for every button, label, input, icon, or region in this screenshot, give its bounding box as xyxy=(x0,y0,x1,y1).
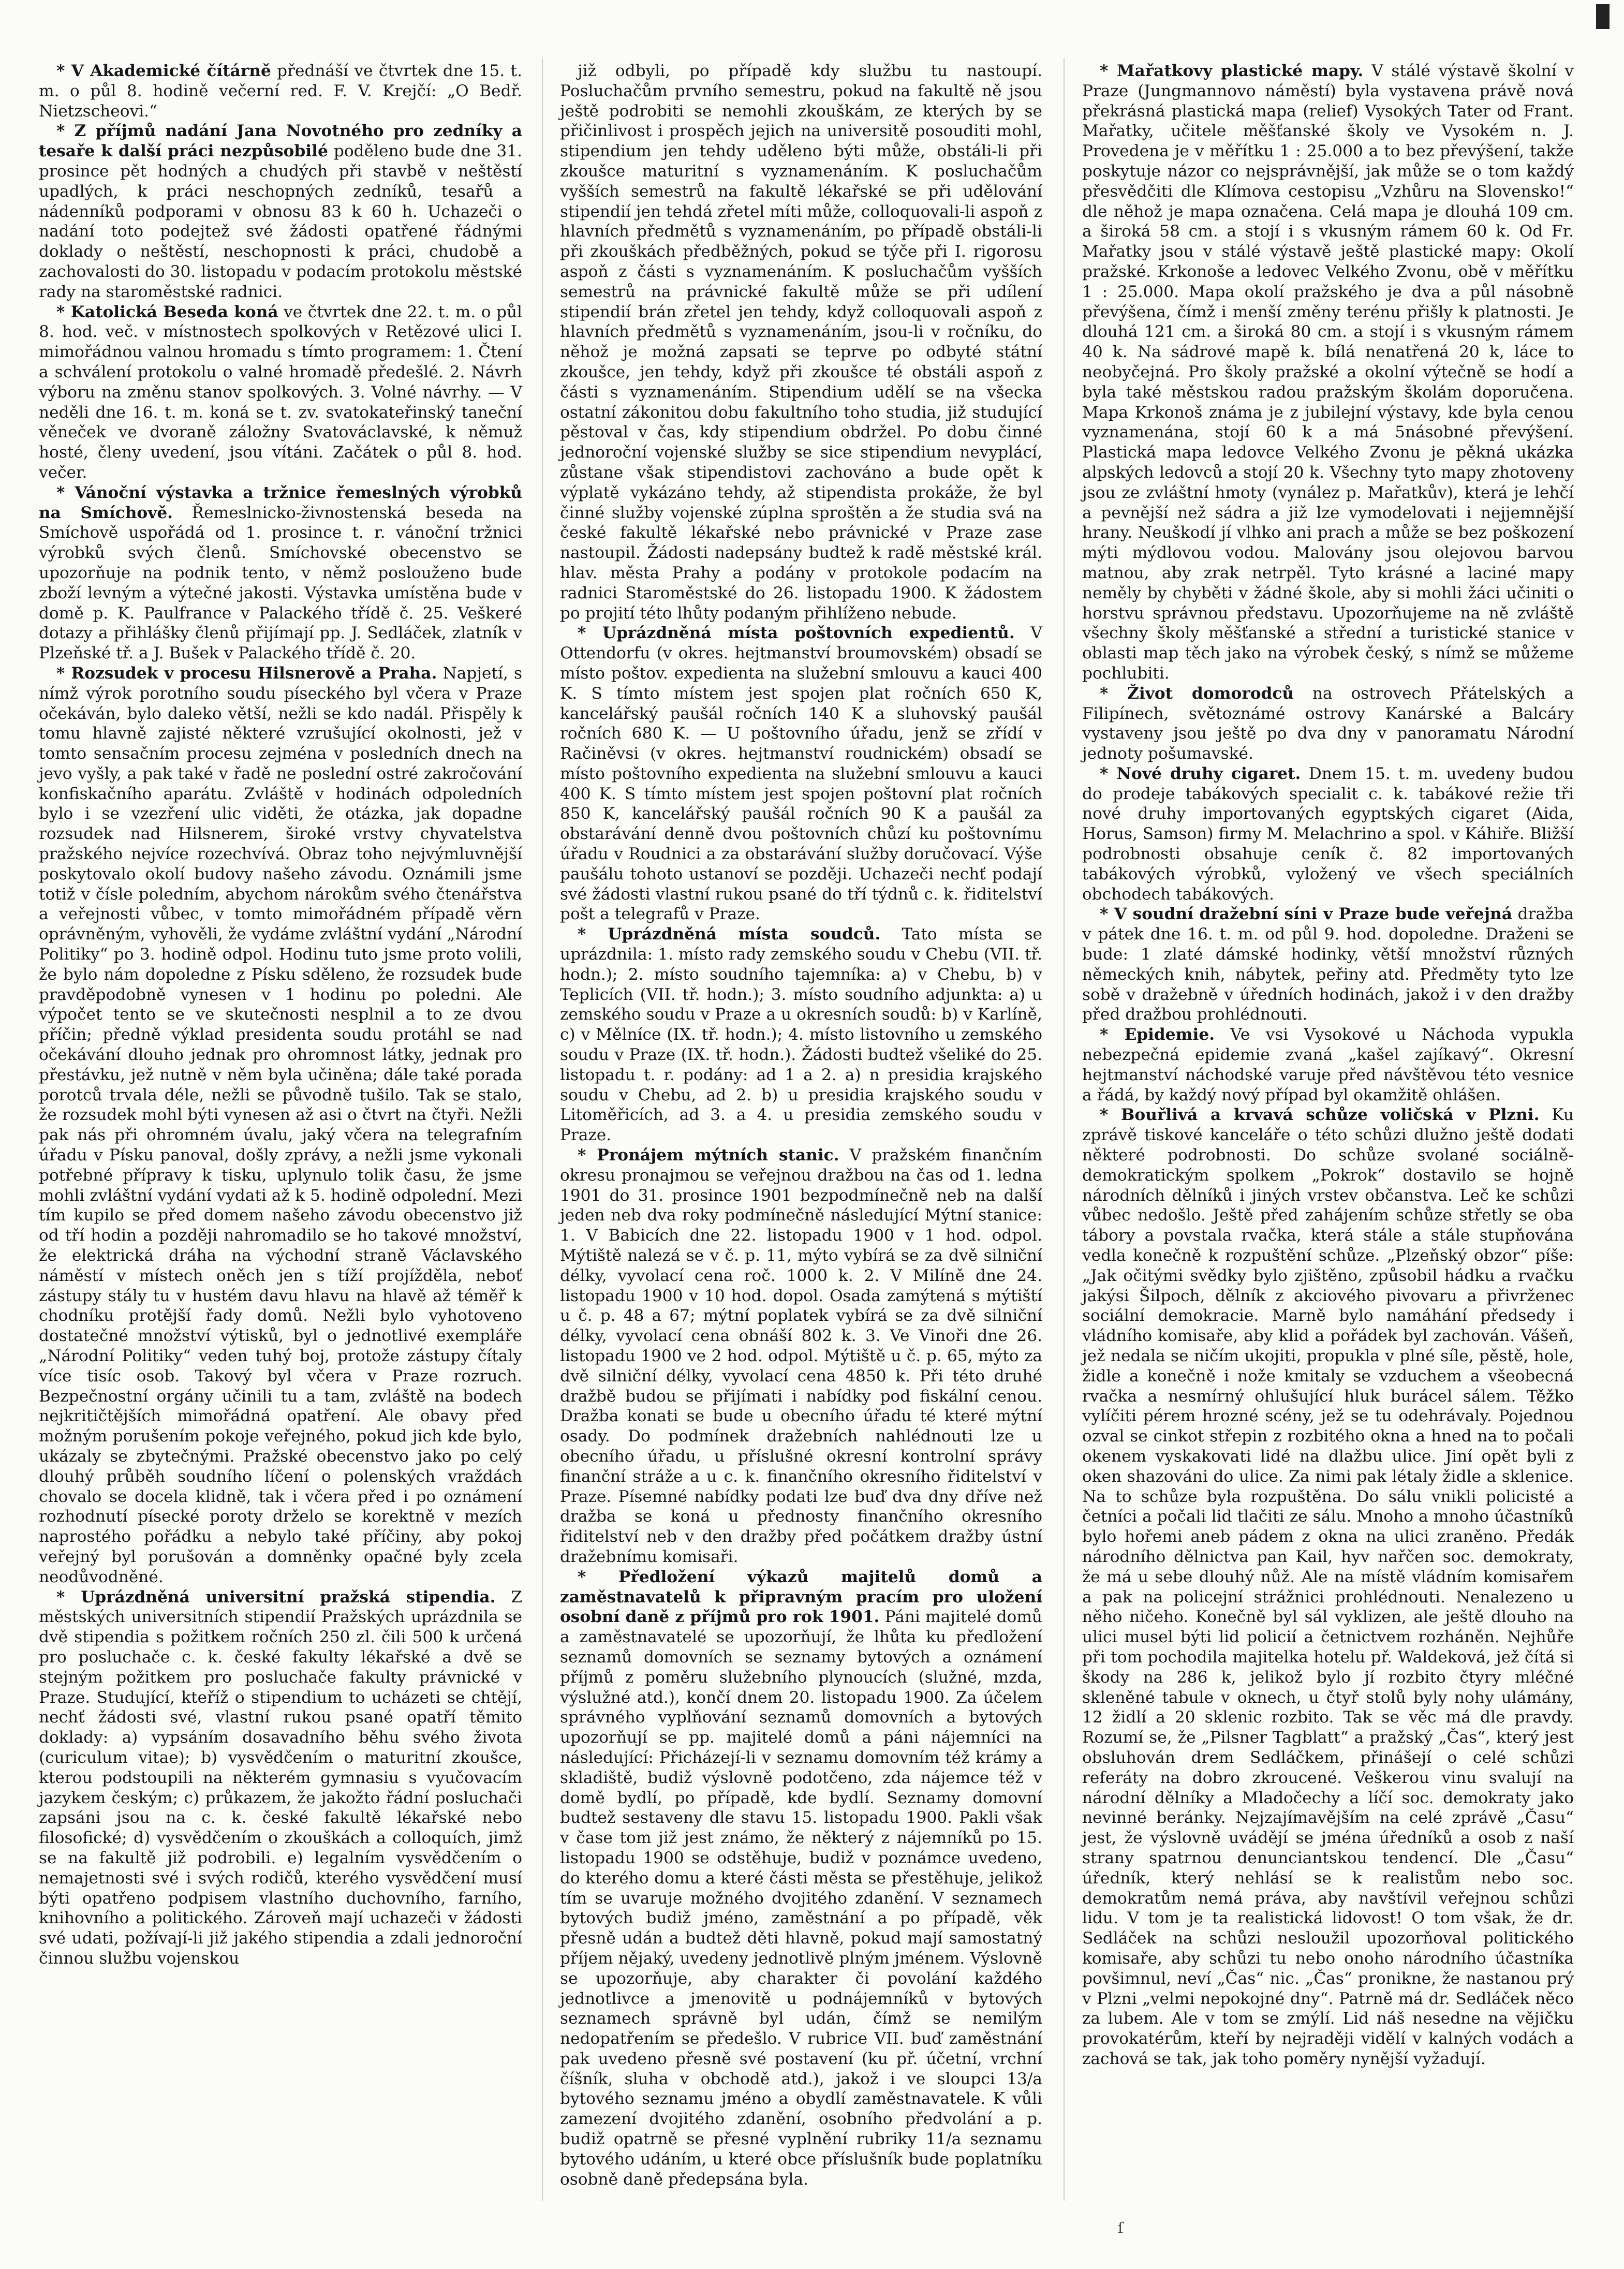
article-headline: * Katolická Beseda koná xyxy=(56,302,278,321)
article-headline: * Pronájem mýtních stanic. xyxy=(578,1146,839,1165)
article-headline: * V soudní dražební síni v Praze bude veřejná xyxy=(1100,905,1512,924)
article-headline: * Uprázdněná universitní pražská stipendia. xyxy=(56,1587,496,1607)
article-body: Ku zprávě tiskové kanceláře o této schůzi dlužno ještě dodati některé podrobnosti. Do schůze svolané sociálně-demokratickým spolkem „Pokrok“ dostavilo se hojně národních dělníků i jiných vrstev občanstva. Leč ke schůzi vůbec nedošlo. Ještě před zahájením schůze střetly se oba tábory a povstala rvačka, která stále a stále stupňována vedla konečně k rozpuštění schůze. „Plzeňský obzor“ píše: „Jak očitými svědky bylo zjištěno, způsobil hádku a rvačku jakýsi Šilpoch, dělník z akciového pivovaru a přivrženec sociální demokracie. Marně bylo namáhání předsedy i vládního komisaře, aby klid a pořádek byl zachován. Vášeň, jež nedala se ničím ukojiti, propukla v plné síle, pěstě, hole, židle a konečně i nože kmitaly se vzduchem a všeobecná rvačka a nesmírný ohlušující hluk burácel sálem. Těžko vylíčiti pérem hrozné scény, jež se tu odehrávaly. Pojednou ozval se cinkot střepin z rozbitého okna a hned na to počali okenem vyskakovati lidé na dlažbu ulice. Jiní opět byli z oken shazováni do ulice. Za nimi pak létaly židle a sklenice. Na to schůze byla rozpuštěna. Do sálu vnikli policisté a četníci a počali lid tlačiti ze sálu. Mnoho a mnoho účastníků bylo hořemi aneb pádem z okna na ulici zraněno. Předák národního dělnictva pan Kail, hyv nařčen soc. demokraty, že má u sebe dlouhý nůž. Ale na místě vládním komisařem a pak na policejní strážnici prohlédnouti. Nenalezeno u něho ničeho. Konečně byl sál vyklizen, ale ještě dlouho na ulici musel býti lid policií a četnictvem rozháněn. Nejhůře při tom pochodila majitelka hotelu př. Waldeková, jež čítá si škody na 286 k, jelikož bylo jí rozbito čtyry mléčné skleněné tabule v oknech, u čtyř stolů byly nohy ulámány, 12 židlí a 20 sklenic rozbito. Tak se věc má dle pravdy. Rozumí se, že „Pilsner Tagblatt“ a pražský „Čas“, který jest obsluhován drem Sedláčkem, přinášejí o celé schůzi referáty na dobro zkroucené. Veškerou vinu svalují na národní dělníky a Mladočechy a líčí soc. demokraty jako nevinné beránky. Nejzajímavějším na celé zprávě „Času“ jest, že výslovně uvádějí se jména úředníků a osob z naší strany spatrnou denunciantskou tendencí. Dle „Času“ úředník, který nehlásí se k realistům nebo soc. demokratům nemá práva, aby navštívil veřejnou schůzi lidu. V tom je ta realistická lidovost! O tom však, že dr. Sedláček na schůzi nesloužil upozorňoval politického komisaře, aby schůzi tu nebo onoho národního účastníka povšimnul, neví „Čas“ nic. „Čas“ pronikne, že nastanou prý v Plzni „velmi nepokojné dny“. Patrně má dr. Sedláček něco za lubem. Ale v tom se zmýlí. Lid náš nesedne na vějičku provokatérům, kteří by nejraději vidělí v kalných vodách a zachová se tak, jak toho poměry nynější vyžadují. xyxy=(1082,1106,1574,2068)
article-paragraph xyxy=(1082,904,1574,1025)
article-paragraph xyxy=(39,483,522,664)
article-body: Řemeslnicko-živnostenská beseda na Smíchově uspořádá od 1. prosince t. r. vánoční tržnici výrobků svých členů. Smíchovské obecenstvo se upozorňuje na podnik tento, v němž poslouženo bude zboží levným a výtečné jakosti. Výstavka umístěna bude v domě p. K. Paulfrance v Palackého třídě č. 25. Veškeré dotazy a přihlášky členů přijímají pp. J. Sedláček, zlatník v Plzeňské tř. a J. Bušek v Palackého třídě č. 20. xyxy=(39,503,522,663)
corner-ink-mark xyxy=(1596,4,1610,29)
article-body: Ve vsi Vysokové u Náchoda vypukla nebezpečná epidemie zvaná „kašel zajíkavý“. Okresní hejtmanství náchodské varuje před návštěvou této vesnice a řádá, by každý nový případ byl okamžitě ohlášen. xyxy=(1082,1025,1574,1104)
article-paragraph xyxy=(1082,1105,1574,2069)
article-body: V pražském finančním okresu pronajmou se veřejnou dražbou na čas od 1. ledna 1901 do 31. prosince 1901 bezpodmínečně neb na další jeden neb dva roky podmínečně následující Mýtní stanice: 1. V Babicích dne 22. listopadu 1900 v 1 hod. odpol. Mýtiště nalezá se v č. p. 11, mýto vybírá se za dvě silniční délky, vyvolací cena roč. 1000 k. 2. V Milíně dne 24. listopadu 1900 v 10 hod. dopol. Osada zamýtená s mýtiští u č. p. 48 a 67; mýtní poplatek vybírá se za dvě silniční délky, vyvolací cena obnáší 802 k. 3. Ve Vinoři dne 26. listopadu 1900 ve 2 hod. odpol. Mýtiště u č. p. 65, mýto za dvě silniční délky, vyvolací cena 4850 k. Při této druhé dražbě budou se přijímati i nabídky pod fiskální cenou. Dražba konati se bude u obecního úřadu té které mýtní osady. Do podmínek dražebních nahlédnouti lze u obecního úřadu, u příslušné okresní kontrolní správy finanční stráže a u c. k. finančního okresního řiditelství v Praze. Písemné nabídky podati lze buď dva dny dříve než dražba se koná u přednosty finančního okresního řiditelství neb v den dražby před počátkem dražby ústní dražebnímu komisaři. xyxy=(560,1146,1042,1566)
article-body: dražba v pátek dne 16. t. m. od půl 9. hod. dopoledne. Draženi se bude: 1 zlaté dámské hodinky, větší množství různých německých knih, nábytek, peřiny atd. Předměty tyto lze sobě v dražebně v úředních hodinách, jakož i v den dražby před dražbou prohlédnouti. xyxy=(1082,905,1574,1024)
article-body: V Ottendorfu (v okres. hejtmanství broumovském) obsadí se místo poštov. expedienta na služební smlouvu a kauci 400 K. S tímto místem jest spojen plat ročních 650 K, kancelářský paušál ročních 140 K a sluhovský paušál ročních 680 K. — U poštovního úřadu, jenž se zřídí v Račiněvsi (v okres. hejtmanství roudnickém) obsadí se místo poštovního expedienta na služební smlouvu a kauci 400 K. S tímto místem jest spojen poštovní plat ročních 850 K, kancelářský paušál ročních 90 K a paušál za obstarávání denně dvou poštovních chůzí ku poštovnímu úřadu v Roudnici a za obstarávání služby doručovací. Výše paušálu tohoto ustanoví se později. Uchazeči nechť podají své žádosti vlastní rukou psané do tří týdnů c. k. řiditelství pošt a telegrafů v Praze. xyxy=(560,624,1043,924)
article-paragraph xyxy=(39,61,522,121)
article-body: poděleno bude dne 31. prosince pět hodných a chudých při stavbě v neštěstí upadlých, k práci neschopných zedníků, tesařů a nádenníků podporami v obnosu 83 k 60 h. Uchazeči o nadání toto podejtež své žádosti opatřené řádnými doklady o neštěstí, neschopnosti k práci, chudobě a zachovalosti do 30. listopadu v podacím protokolu městské rady na staroměstské radnici. xyxy=(39,142,523,301)
article-paragraph xyxy=(1082,684,1574,764)
article-headline: * Z příjmů nadání Jana Novotného pro zedníky a tesaře k další práci nezpůsobilé xyxy=(39,122,522,161)
article-headline: * Život domorodců xyxy=(1100,684,1294,703)
article-body: Páni majitelé domů a zaměstnavatelé se upozorňují, že lhůta ku předložení seznamů domovních se seznamy bytových a oznámení příjmů z poměru služebního plynoucích (služné, mzda, výslužné atd.), končí dnem 20. listopadu 1900. Za účelem správného vyplňování seznamů domovních a bytových upozorňují se pp. majitelé domů a páni nájemníci na následující: Přicházejí-li v seznamu domovním též krámy a skladiště, budiž výslovně podotčeno, zda nájemce též v domě bydlí, po případě, kde bydlí. Seznamy domovní budtež sestaveny dle stavu 15. listopadu 1900. Pakli však v čase tom již jest známo, že některý z nájemníků po 15. listopadu 1900 se odstěhuje, budiž v poznámce uvedeno, do kterého domu a které části města se přestěhuje, jelikož tím se uvaruje možného dvojitého zdanění. V seznamech bytových budiž jméno, zaměstnání a po případě, věk přesně udán a budtež děti hlavně, pokud mají samostatný příjem nějaký, uvedeny jednotlivě plným jménem. Výslovně se upozorňuje, aby charakter či povolání každého jednotlivce a jmenovitě u podnájemníků v bytových seznamech správně byl udán, čímž se nemilým nedopatřením se předešlo. V rubrice VII. buď zaměstnání pak uvedeno přesně své postavení (ku př. účetní, vrchní číšník, sluha v obchodě atd.), jakož i ve sloupci 13/a bytového seznamu jméno a obydlí zaměstnavatele. K vůli zamezení dvojitého zdanění, osobního předvolání a p. budiž opatrně se přesné vyplnění rubriky 11/a seznamu bytového udáním, u které obce příslušník bude poplatníku osobně daně předepsána byla. xyxy=(560,1608,1042,2189)
column-middle xyxy=(560,61,1042,2189)
article-body: již odbyli, po případě kdy službu tu nastoupí. Posluchačům prvního semestru, pokud na fakultě ně jsou ještě podrobiti se nemohli zkouškám, ze kterých by se přičinlivost i prospěch jejich na universitě posouditi mohl, stipendium jen tehdy uděleno býti může, obstáli-li při zkoušce maturitní s vyznamenáním. K posluchačům vyšších semestrů na fakultě lékařské se při udělování stipendií jen tehdá zřetel míti může, colloquovali-li aspoň z hlavních předmětů s vyznamenáním, po případě obstáli-li při zkouškách předběžných, pokud se týče při I. rigorosu aspoň z části s vyznamenáním. K posluchačům vyšších semestrů na právnické fakultě může se při udílení stipendií brán zřetel jen tehdy, když colloquovali aspoň z hlavních předmětů s vyznamenáním, jsou-li v ročníku, do něhož je možná zapsati se teprve po odbyté státní zkoušce, jen tehdy, když při zkoušce té obstáli aspoň z části s vyznamenáním. Stipendium udělí se na všecka ostatní zákonitou dobu fakultního toho studia, již studující pěstoval v čas, kdy stipendium obdržel. Po dobu činné jednoroční vojenské služby se sice stipendium nevyplácí, zůstane však stipendistovi zachováno a bude opět k výplatě vykázáno tehdy, až stipendista prokáže, že byl činné služby vojenské zúplna sproštěn a že studia svá na české fakultě lékařské nebo právnické v Praze zase nastoupil. Žádosti nadepsány budtež k radě městské král. hlav. města Prahy a podány v protokole podacím na radnici Staroměstské do 26. listopadu 1900. K žádostem po projití této lhůty podaným přihlíženo nebude. xyxy=(560,62,1042,623)
article-paragraph xyxy=(1082,1025,1574,1105)
article-body: přednáší ve čtvrtek dne 15. t. m. o půl 8. hodině večerní red. F. V. Krejčí: „O Bedř. Nietzscheovi.“ xyxy=(39,62,522,121)
article-headline: * Bouřlivá a krvavá schůze voličská v Plzni. xyxy=(1100,1106,1540,1125)
article-paragraph xyxy=(39,664,522,1587)
column-right xyxy=(1082,61,1574,2069)
article-headline: * Předložení výkazů majitelů domů a zaměstnavatelů k připravným pracím pro uložení osobní daně z příjmů pro rok 1901. xyxy=(560,1567,1042,1627)
article-body: Tato místa se uprázdnila: 1. místo rady zemského soudu v Chebu (VII. tř. hodn.); 2. místo soudního tajemníka: a) v Chebu, b) v Teplicích (VII. tř. hodn.); 3. místo soudního adjunkta: a) u zemského soudu v Praze a u okresních soudů: b) v Karlíně, c) v Mělníce (IX. tř. hodn.); 4. místo listovního u zemského soudu v Praze (IX. tř. hodn.). Žádosti budtež všeliké do 25. listopadu t. r. podány: ad 1 a 2. a) n presidia krajského soudu v Chebu, ad 2. b) u presidia krajského soudu v Litoměřicích, ad 3. a 4. u presidia zemského soudu v Praze. xyxy=(560,925,1042,1145)
column-divider xyxy=(542,58,543,2201)
article-paragraph xyxy=(560,1145,1042,1567)
article-body: Dnem 15. t. m. uvedeny budou do prodeje tabákových specialit c. k. tabákové režie tři nové druhy importovaných egyptských cigaret (Aida, Horus, Samson) firmy M. Melachrino a spol. v Káhiře. Bližší podrobnosti obsahuje ceník č. 82 importovaných tabákových výrobků, vyložený ve všech speciálních obchodech tabákových. xyxy=(1082,764,1574,904)
article-paragraph xyxy=(560,1567,1042,2190)
article-body: ve čtvrtek dne 22. t. m. o půl 8. hod. več. v místnostech spolkových v Retězové ulici I. mimořádnou valnou hromadu s tímto programem: 1. Čtení a schválení protokolu o valné hromadě předešlé. 2. Návrh výboru na změnu stanov spolkových. 3. Volné návrhy. — V neděli dne 16. t. m. koná se t. zv. svatokateřinský taneční věneček ve dvoraně záložny Svatováclavské, k němuž hosté, členy uvedení, jsou vítáni. Začátek o půl 8. hod. večer. xyxy=(39,302,522,482)
page-mark: ſ xyxy=(1118,2219,1124,2236)
article-paragraph xyxy=(39,1587,522,1969)
article-headline: * Uprázdněná místa poštovních expedientů. xyxy=(578,624,1015,643)
article-body: Z městských universitních stipendií Pražských uprázdnila se dvě stipendia s požitkem ročních 250 zl. čili 500 k určená pro posluchače c. k. české fakulty lékařské a dvě se stejným požitkem pro posluchače fakulty právnické v Praze. Studující, kteříž o stipendium to ucházeti se chtějí, nechť žádosti své, vlastní rukou psané opatří těmito doklady: a) vypsáním dosavadního běhu svého života (curiculum vitae); b) vysvědčením o maturitní zkoušce, kterou podstoupili na některém gymnasiu s vyučovacím jazykem českým; c) průkazem, že jakožto řádní posluchači zapsáni jsou na c. k. české fakultě lékařské nebo filosofické; d) vysvědčením o zkouškách a colloquích, jimž se na fakultě již podrobili. e) legalním vysvědčením o nemajetnosti své i svých rodičů, kterého vysvědčení musí býti opatřeno podpisem vlastního duchovního, farního, knihovního a politického. Zároveň mají uchazeči v žádosti své udati, požívají-li již jakého stipendia a zdali jednoroční činnou službu vojenskou xyxy=(39,1587,522,1968)
article-headline: * Epidemie. xyxy=(1100,1025,1215,1044)
article-body: Napjetí, s nímž výrok porotního soudu píseckého byl včera v Praze očekáván, bylo daleko větší, nežli se kdo nadál. Přispěly k tomu hlavně zajisté některé vzrušující okolnosti, jež v tomto sensačním procesu zejména v posledních dnech na jevo vyšly, a pak také v řadě ne poslední ostré zakročování konfiskačního aparátu. Zvláště v hodinách odpoledních bylo i se vzezření ulic viděti, že otázka, jak dopadne rozsudek nad Hilsnerem, široké vrstvy chyvatelstva pražského nejvíce rozechvívá. Obraz toho nejvýmluvnější poskytovalo okolí budovy našeho závodu. Oznámili jsme totiž v čísle poledním, abychom nárokům svého čtenářstva a veřejnosti vůbec, v tomto mimořádném případě věrn oprávněným, vyhověli, že vydáme zvláštní vydání „Národní Politiky“ po 3. hodině odpol. Hodinu tuto jsme proto volili, že bylo nám dopoledne z Písku sděleno, že rozsudek bude pravděpodobně vynesen v 1 hodinu po poledni. Ale výpočet tento se ve skutečnosti nesplnil a to ze dvou příčin; předně výklad presidenta soudu protáhl se nad očekávání dlouho jednak pro ohromnost látky, jednak pro přestávku, jež nutně v něm byla učiněna; dále také porada porotců trvala déle, nežli se původně tušilo. Tak se stalo, že rozsudek mohl býti vynesen až asi o čtvrt na čtyři. Nežli pak nás při ohromném úvalu, jaký včera na telegrafním úřadu v Písku panoval, došly zprávy, a nežli jsme vykonali potřebné přípravy k tisku, uplynulo tolik času, že jsme mohli zvláštní vydání vydati až k 5. hodině odpolední. Mezi tím kupilo se před domem našeho závodu obecenstvo již od tří hodin a později nahromadilo se ho takové množství, že elektrická dráha na východní straně Václavského náměstí v místech oněch jen s tíží projížděla, neboť zástupy stály tu v hustém davu hlavu na hlavě až téměř k chodníku protější řady domů. Nežli bylo vyhotoveno dostatečné množství výtisků, byl o jednotlivé exempláře „Národní Politiky“ veden tuhý boj, protože zástupy čítaly více tisíc osob. Takový byl včera v Praze rozruch. Bezpečnostní orgány učinili tu a tam, zvláště na bodech nejkritičtějších mimořádná opatření. Ale obavy před možným porušením pokoje veřejného, pokud jich kde bylo, ukázaly se zbytečnými. Pražské obecenstvo jako po celý dlouhý průběh soudního líčení o polenských vraždách chovalo se docela klidně, tak i včera před i po oznámení rozhodnutí písecké poroty drželo se korektně v mezích naprostého pořádku a nebylo také příčiny, aby pokoj veřejný byl porušován a domněnky opačné byly zcela neodůvodněné. xyxy=(39,664,522,1586)
article-headline: * V Akademické čítárně xyxy=(56,62,271,80)
column-divider xyxy=(1064,58,1065,2201)
article-paragraph xyxy=(560,924,1042,1145)
column-left xyxy=(39,61,522,1969)
article-body: na ostrovech Přátelských a Filipínech, světoznámé ostrovy Kanárské a Balcáry vystaveny jsou ještě po dva dny v panoramatu Národní jednoty pošumavské. xyxy=(1082,684,1574,763)
article-paragraph xyxy=(560,623,1042,924)
article-body: V stálé výstavě školní v Praze (Jungmannovo náměstí) byla vystavena právě nová překrásná plastická mapa (relief) Vysokých Tater od Frant. Mařatky, učitele měšťanské školy ve Vysokém n. J. Provedena je v měřítku 1 : 25.000 a to bez převýšení, takže poskytuje názor co nejsprávnější, jak může se o tom každý přesvědčiti dle Klímova cestopisu „Vzhůru na Slovensko!“ dle něhož je mapa označena. Celá mapa je dlouhá 109 cm. a široká 58 cm. a stojí i s vkusným rámem 60 k. Od Fr. Mařatky jsou v stálé výstavě ještě plastické mapy: Okolí pražské. Krkonoše a ledovec Velkého Zvonu, obě v měřítku 1 : 25.000. Mapa okolí pražského je dva a půl násobně převýšena, čímž i menší změny terénu přišly k platnosti. Je dlouhá 121 cm. a široká 80 cm. a stojí i s vkusným rámem 40 k. Na sádrové mapě k. bílá nenatřená 20 k, láce to neobyčejná. Pro školy pražské a okolní výtečně se hodí a byla také městskou radou pražským školám doporučena. Mapa Krkonoš známa je z jubilejní výstavy, kde byla cenou vyznamenána, stojí 60 k a má 5násobné převýšení. Plastická mapa ledovce Velkého Zvonu je pěkná ukázka alpských ledovců a stojí 20 k. Všechny tyto mapy zhotoveny jsou ze zvláštní hmoty (vynález p. Mařatkův), která je lehčí a pevnější než sádra a již lze vymodelovati i nejjemnější hrany. Neuškodí jí vlhko ani prach a může se bez poškození mýti mýdlovou vodou. Malovány jsou olejovou barvou matnou, aby zrak netrpěl. Tyto krásné a laciné mapy neměly by chyběti v žádné škole, aby si mohli žáci učiniti o horstvu správnou představu. Upozorňujeme na ně zvláště všechny školy měšťanské a střední a turistické stanice v oblasti map těch jako na výrobek český, s nímž se můžeme pochlubiti. xyxy=(1082,62,1574,683)
article-headline: * Mařatkovy plastické mapy. xyxy=(1100,62,1364,80)
article-paragraph xyxy=(560,61,1042,623)
article-headline: * Rozsudek v procesu Hilsnerově a Praha. xyxy=(56,664,437,683)
article-headline: * Vánoční výstavka a tržnice řemeslných výrobků na Smíchově. xyxy=(39,483,522,522)
article-paragraph xyxy=(39,121,522,302)
article-paragraph xyxy=(39,302,522,483)
article-headline: * Uprázdněná místa soudců. xyxy=(578,925,881,944)
article-headline: * Nové druhy cigaret. xyxy=(1100,764,1301,783)
article-paragraph xyxy=(1082,61,1574,684)
article-paragraph xyxy=(1082,764,1574,905)
